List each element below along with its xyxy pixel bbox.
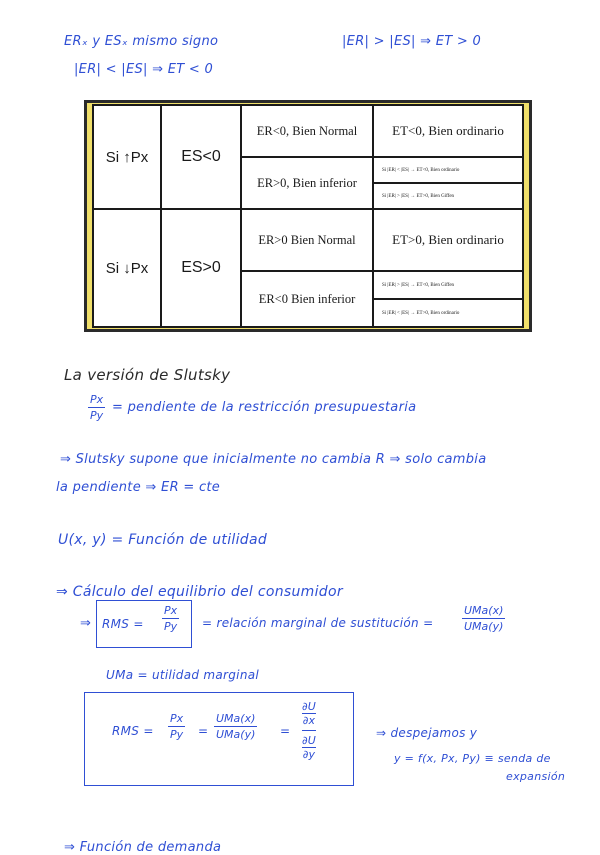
- price-ratio: [88, 393, 105, 422]
- equals-1: =: [198, 724, 209, 738]
- sub-case-giffen: Si |ER| > |ES| → ET>0, Bien Giffen: [373, 183, 523, 209]
- note-er-greater: |ER| > |ES| ⇒ ET > 0: [342, 34, 482, 49]
- uma-x: UMa(x): [464, 604, 504, 617]
- er-positive-inferior: ER>0, Bien inferior: [241, 157, 373, 209]
- despejamos-note: ⇒ despejamos y: [376, 726, 478, 740]
- demand-function-note: ⇒ Función de demanda: [64, 840, 222, 855]
- du-y: ∂U: [302, 734, 316, 747]
- note-er-less: |ER| < |ES| ⇒ ET < 0: [74, 62, 214, 77]
- du-x: ∂U: [302, 700, 316, 713]
- expansion-word: expansión: [506, 770, 566, 783]
- dx: ∂x: [302, 714, 315, 727]
- es-positive: ES>0: [161, 209, 241, 327]
- uma-x-2: UMa(x): [216, 712, 256, 725]
- rms-definition: = relación marginal de sustitución =: [202, 616, 434, 630]
- px-py-fraction-2: [168, 712, 185, 741]
- uma-fraction-2: [214, 712, 257, 741]
- px-py-fraction: [162, 604, 179, 633]
- et-negative-ordinary: ET<0, Bien ordinario: [373, 105, 523, 157]
- rms-label: RMS =: [102, 617, 144, 631]
- py: Py: [164, 620, 178, 633]
- equals-2: =: [280, 724, 291, 738]
- uma-y-2: UMa(y): [216, 728, 256, 741]
- uma-fraction: [462, 604, 505, 633]
- slutsky-line1: ⇒ Slutsky supone que inicialmente no cambia R ⇒ solo cambia: [60, 452, 487, 467]
- uma-y: UMa(y): [464, 620, 504, 633]
- budget-slope-text: = pendiente de la restricción presupuestaria: [112, 400, 417, 415]
- price-decrease-label: Si ↓Px: [93, 209, 161, 327]
- slutsky-title: La versión de Slutsky: [64, 366, 231, 384]
- py-2: Py: [170, 728, 184, 741]
- arrow-symbol: ⇒: [80, 616, 92, 631]
- er-negative-normal: ER<0, Bien Normal: [241, 105, 373, 157]
- ratio-num: Px: [90, 393, 104, 406]
- et-positive-ordinary: ET>0, Bien ordinario: [373, 209, 523, 271]
- er-positive-normal: ER>0 Bien Normal: [241, 209, 373, 271]
- partial-fraction: [302, 700, 316, 761]
- dy: ∂y: [302, 748, 315, 761]
- equilibrium-title: ⇒ Cálculo del equilibrio del consumidor: [56, 584, 343, 600]
- slutsky-line2: la pendiente ⇒ ER = cte: [56, 480, 221, 495]
- uma-definition: UMa = utilidad marginal: [106, 668, 260, 682]
- ratio-den: Py: [90, 409, 104, 422]
- sub-case-giffen-2: Si |ER| > |ES| → ET<0, Bien Giffen: [373, 271, 523, 299]
- utility-definition: U(x, y) = Función de utilidad: [58, 532, 268, 548]
- rms-label-2: RMS =: [112, 724, 154, 738]
- partial-num: [302, 700, 316, 731]
- effects-table: [92, 104, 524, 328]
- es-negative: ES<0: [161, 105, 241, 209]
- sub-case-ordinary-2: Si |ER| < |ES| → ET>0, Bien ordinario: [373, 299, 523, 327]
- note-same-sign: ERₓ y ESₓ mismo signo: [64, 34, 219, 49]
- er-negative-inferior: ER<0 Bien inferior: [241, 271, 373, 327]
- px-2: Px: [170, 712, 184, 725]
- price-increase-label: Si ↑Px: [93, 105, 161, 209]
- sub-case-ordinary: Si |ER| < |ES| → ET<0, Bien ordinario: [373, 157, 523, 183]
- expansion-path: y = f(x, Px, Py) ≡ senda de: [394, 752, 551, 765]
- px: Px: [164, 604, 178, 617]
- partial-den: [302, 731, 316, 761]
